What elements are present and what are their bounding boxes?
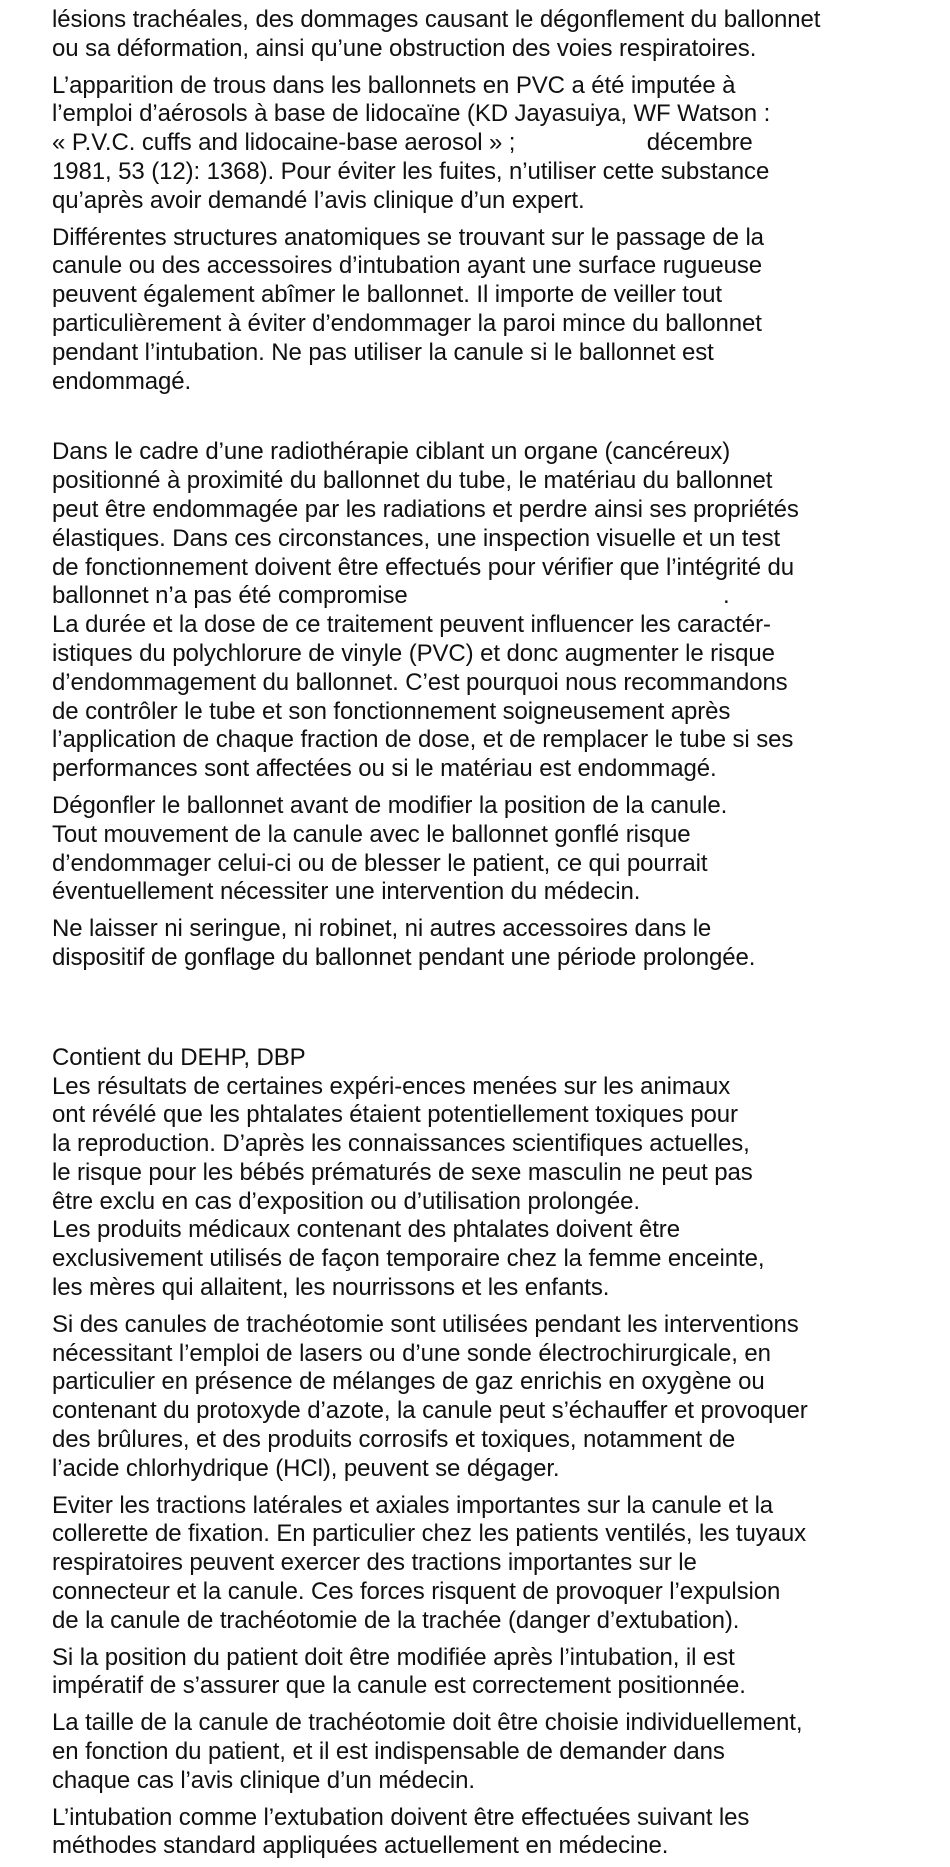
text-line: Tout mouvement de la canule avec le ballonnet gonflé risque [52, 820, 691, 848]
text-line: respiratoires peuvent exercer des tractions importantes sur le [52, 1549, 697, 1577]
text-line: être exclu en cas d’exposition ou d’utilisation prolongée. [52, 1187, 640, 1215]
paragraph-patient-position [52, 1644, 942, 1702]
paragraph-cannula-size [52, 1709, 942, 1795]
text-line: Eviter les tractions latérales et axiales importantes sur la canule et la [52, 1491, 774, 1519]
text-line: Les produits médicaux contenant des phtalates doivent être [52, 1216, 680, 1244]
text-line: l’acide chlorhydrique (HCl), peuvent se dégager. [52, 1454, 560, 1482]
text-line: les mères qui allaitent, les nourrissons et les enfants. [52, 1274, 610, 1302]
text-line: Si des canules de trachéotomie sont utilisées pendant les interventions [52, 1310, 799, 1338]
text-line: de la canule de trachéotomie de la trachée (danger d’extubation). [52, 1606, 740, 1634]
text-line: l’application de chaque fraction de dose, et de remplacer le tube si ses [52, 726, 794, 754]
paragraph-accessories [52, 915, 942, 973]
text-line: Dans le cadre d’une radiothérapie ciblant un organe (cancéreux) [52, 438, 731, 466]
text-line: L’apparition de trous dans les ballonnets en PVC a été imputée à [52, 71, 736, 99]
text-line: Dégonfler le ballonnet avant de modifier la position de la canule. [52, 791, 728, 819]
paragraph-cuff-damage [52, 6, 942, 64]
text-line: ballonnet n’a pas été compromise . [52, 582, 730, 610]
text-line: dispositif de gonflage du ballonnet pendant une période prolongée. [52, 943, 756, 971]
text-line: particulièrement à éviter d’endommager la paroi mince du ballonnet [52, 309, 762, 337]
text-line: chaque cas l’avis clinique d’un médecin. [52, 1766, 475, 1794]
text-line: élastiques. Dans ces circonstances, une inspection visuelle et un test [52, 524, 781, 552]
text-line: impératif de s’assurer que la canule est correctement positionnée. [52, 1672, 746, 1700]
text-line: qu’après avoir demandé l’avis clinique d’un expert. [52, 186, 585, 214]
section-spacer [52, 981, 942, 1044]
text-line: Différentes structures anatomiques se trouvant sur le passage de la [52, 223, 764, 251]
text-line: le risque pour les bébés prématurés de sexe masculin ne peut pas [52, 1158, 753, 1186]
text-line: méthodes standard appliquées actuellement en médecine. [52, 1832, 669, 1860]
text-line: de fonctionnement doivent être effectués pour vérifier que l’intégrité du [52, 553, 795, 581]
text-line: exclusivement utilisés de façon temporaire chez la femme enceinte, [52, 1245, 765, 1273]
text-line: « P.V.C. cuffs and lidocaine-base aerosol » ; décembre [52, 129, 753, 157]
paragraph-radiotherapy [52, 438, 942, 784]
text-line: éventuellement nécessiter une intervention du médecin. [52, 878, 641, 906]
text-line: l’emploi d’aérosols à base de lidocaïne (KD Jayasuiya, WF Watson : [52, 100, 771, 128]
text-line: lésions trachéales, des dommages causant le dégonflement du ballonnet [52, 6, 821, 33]
text-line: de contrôler le tube et son fonctionnement soigneusement après [52, 697, 731, 725]
text-line: performances sont affectées ou si le matériau est endommagé. [52, 755, 717, 783]
text-line: endommagé. [52, 367, 192, 395]
text-line: en fonction du patient, et il est indispensable de demander dans [52, 1738, 725, 1766]
paragraph-lidocaine [52, 72, 942, 216]
text-line: La durée et la dose de ce traitement peuvent influencer les caractér- [52, 611, 771, 639]
text-line: positionné à proximité du ballonnet du tube, le matériau du ballonnet [52, 467, 773, 495]
text-line: des brûlures, et des produits corrosifs et toxiques, notamment de [52, 1426, 736, 1454]
paragraph-dehp-warning [52, 1044, 942, 1303]
text-line: pendant l’intubation. Ne pas utiliser la canule si le ballonnet est [52, 338, 714, 366]
paragraph-anatomical-structures [52, 224, 942, 397]
text-line: L’intubation comme l’extubation doivent être effectuées suivant les [52, 1803, 750, 1831]
text-line: Si la position du patient doit être modifiée après l’intubation, il est [52, 1643, 735, 1671]
text-line: collerette de fixation. En particulier chez les patients ventilés, les tuyaux [52, 1520, 807, 1548]
text-line: ont révélé que les phtalates étaient potentiellement toxiques pour [52, 1101, 738, 1129]
text-line: istiques du polychlorure de vinyle (PVC) et donc augmenter le risque [52, 639, 775, 667]
text-line: ou sa déformation, ainsi qu’une obstruction des voies respiratoires. [52, 34, 757, 62]
text-line: d’endommager celui-ci ou de blesser le patient, ce qui pourrait [52, 849, 708, 877]
paragraph-intubation-methods [52, 1804, 942, 1862]
text-line: la reproduction. D’après les connaissances scientifiques actuelles, [52, 1130, 750, 1158]
text-line: contenant du protoxyde d’azote, la canule peut s’échauffer et provoquer [52, 1397, 808, 1425]
text-line: peuvent également abîmer le ballonnet. Il importe de veiller tout [52, 281, 722, 309]
text-line: 1981, 53 (12): 1368). Pour éviter les fuites, n’utiliser cette substance [52, 157, 770, 185]
text-line: peut être endommagée par les radiations et perdre ainsi ses propriétés [52, 495, 799, 523]
text-line: nécessitant l’emploi de lasers ou d’une sonde électrochirurgicale, en [52, 1339, 771, 1367]
text-line: particulier en présence de mélanges de gaz enrichis en oxygène ou [52, 1368, 765, 1396]
paragraph-deflate-cuff [52, 792, 942, 907]
paragraph-traction [52, 1492, 942, 1636]
text-line: La taille de la canule de trachéotomie doit être choisie individuellement, [52, 1709, 803, 1737]
text-line: canule ou des accessoires d’intubation ayant une surface rugueuse [52, 252, 762, 280]
text-line: Contient du DEHP, DBP [52, 1043, 306, 1071]
text-line: Ne laisser ni seringue, ni robinet, ni autres accessoires dans le [52, 915, 712, 943]
section-spacer [52, 404, 942, 438]
document-page [52, 6, 942, 1861]
text-line: Les résultats de certaines expéri-ences menées sur les animaux [52, 1072, 731, 1100]
text-line: d’endommagement du ballonnet. C’est pourquoi nous recommandons [52, 668, 788, 696]
paragraph-laser-use [52, 1311, 942, 1484]
text-line: connecteur et la canule. Ces forces risquent de provoquer l’expulsion [52, 1578, 781, 1606]
